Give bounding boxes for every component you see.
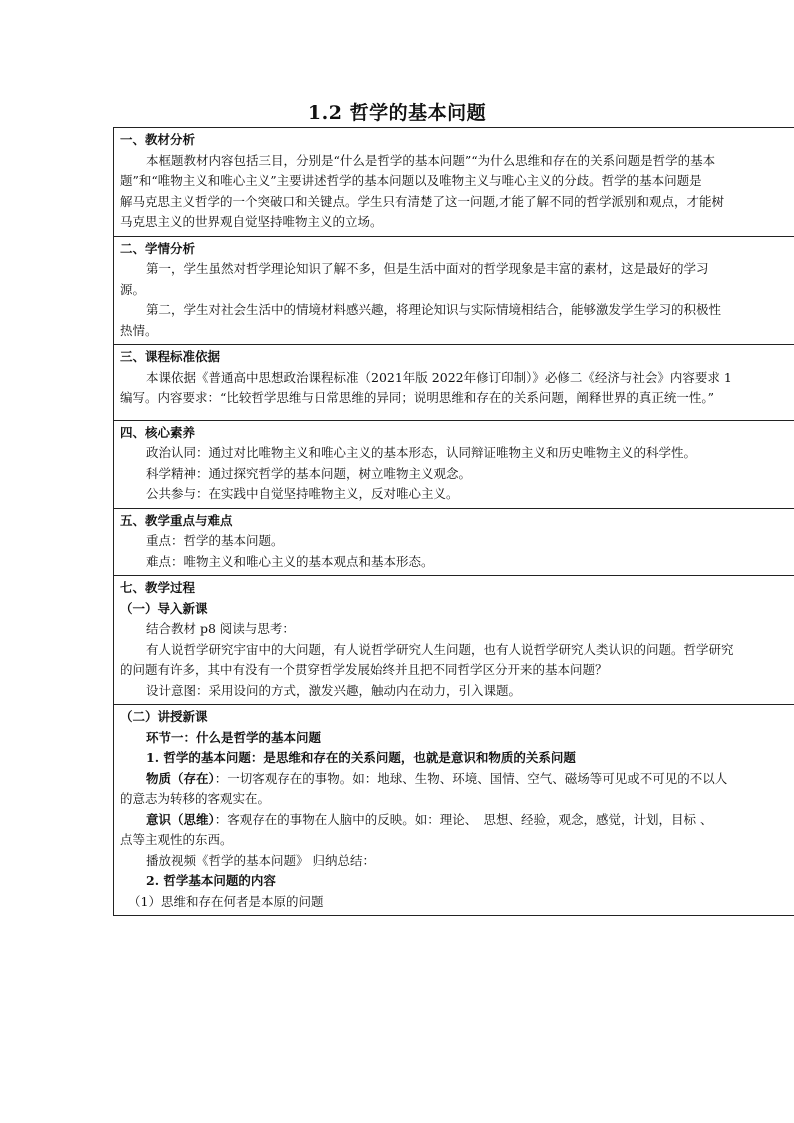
- text-line: 播放视频《哲学的基本问题》 归纳总结：: [146, 852, 375, 868]
- section-heading: 三、课程标准依据: [120, 349, 221, 364]
- section-textbook-analysis: [114, 128, 794, 237]
- text-line: （1）思维和存在何者是本原的问题: [128, 893, 324, 909]
- section-heading: 二、学情分析: [120, 240, 196, 256]
- section-heading: 五、教学重点与难点: [120, 512, 233, 528]
- text-line: 本框题教材内容包括三目，分别是“什么是哲学的基本问题”“为什么思维和存在的关系问题是哲学的基本: [146, 152, 716, 168]
- text-line: 源。: [120, 281, 146, 297]
- text-line: 科学精神：通过探究哲学的基本问题，树立唯物主义观念。: [146, 465, 472, 481]
- mind-definition: ：客观存在的事物在人脑中的反映。如：理论、 思想、经验，观念，感觉，计划，目标 、: [214, 811, 713, 827]
- text-line: 重点：哲学的基本问题。: [146, 533, 284, 548]
- definition-line: [120, 769, 794, 790]
- text-line: 的问题有许多，其中有没有一个贯穿哲学发展始终并且把不同哲学区分开来的基本问题？: [120, 662, 608, 677]
- text-line: 公共参与：在实践中自觉坚持唯物主义，反对唯心主义。: [146, 486, 459, 501]
- text-line: 的意志为转移的客观实在。: [120, 791, 271, 806]
- matter-definition: ：一切客观存在的事物。如：地球、生物、环境、国情、空气、磁场等可见或不可见的不以人: [214, 770, 728, 786]
- text-line: 难点：唯物主义和唯心主义的基本观点和基本形态。: [146, 553, 434, 569]
- question-heading: 1. 哲学的基本问题：是思维和存在的关系问题，也就是意识和物质的关系问题: [146, 750, 576, 765]
- section-key-points: [114, 509, 794, 577]
- section-heading: 七、教学过程: [120, 580, 196, 595]
- text-line: 设计意图：采用设问的方式，激发兴趣，触动内在动力，引入课题。: [146, 682, 522, 698]
- section-student-analysis: [114, 237, 794, 346]
- text-line: 第一，学生虽然对哲学理论知识了解不多，但是生活中面对的哲学现象是丰富的素材，这是最好的学习: [146, 261, 709, 276]
- section-new-lesson: [114, 705, 794, 915]
- text-line: 本课依据《普通高中思想政治课程标准（2021年版 2022年修订印制）》必修二《经济与社会》内容要求 1: [146, 369, 732, 385]
- mind-term: 意识（思维）: [146, 811, 215, 827]
- subsection-heading: （二）讲授新课: [120, 709, 208, 724]
- text-line: 马克思主义的世界观自觉坚持唯物主义的立场。: [120, 214, 383, 229]
- definition-line: [120, 810, 794, 831]
- section-heading: 一、教材分析: [120, 132, 196, 147]
- lesson-plan-table: [113, 127, 794, 916]
- text-line: 题”和“唯物主义和唯心主义”主要讲述哲学的基本问题以及唯物主义与唯心主义的分歧。哲学的基本问题是: [120, 173, 702, 188]
- section-teaching-process: [114, 576, 794, 705]
- text-line: 政治认同：通过对比唯物主义和唯心主义的基本形态，认同辩证唯物主义和历史唯物主义的科学性。: [146, 445, 697, 460]
- page-title: 1.2 哲学的基本问题: [307, 102, 487, 124]
- text-line: 第二，学生对社会生活中的情境材料感兴趣，将理论知识与实际情境相结合，能够激发学生学习的积极性: [146, 302, 722, 317]
- text-line: 结合教材 p8 阅读与思考：: [146, 621, 295, 636]
- section-heading: 四、核心素养: [120, 424, 196, 440]
- question-heading: 2. 哲学基本问题的内容: [146, 873, 276, 888]
- section-core-literacy: [114, 421, 794, 509]
- link-heading: 环节一：什么是哲学的基本问题: [146, 729, 322, 745]
- text-line: 编写。内容要求：“比较哲学思维与日常思维的异同；说明思维和存在的关系问题，阐释世界的真正统一性。”: [120, 390, 715, 405]
- section-curriculum-standard: [114, 345, 794, 421]
- subsection-heading: （一）导入新课: [120, 600, 208, 616]
- text-line: 解马克思主义哲学的一个突破口和关键点。学生只有清楚了这一问题,才能了解不同的哲学派别和观点，才能树: [120, 193, 724, 209]
- text-line: 热情。: [120, 322, 158, 338]
- matter-term: 物质（存在）: [146, 770, 215, 786]
- text-line: 点等主观性的东西。: [120, 832, 233, 847]
- text-line: 有人说哲学研究宇宙中的大问题，有人说哲学研究人生问题，也有人说哲学研究人类认识的问题。哲学研究: [146, 641, 734, 657]
